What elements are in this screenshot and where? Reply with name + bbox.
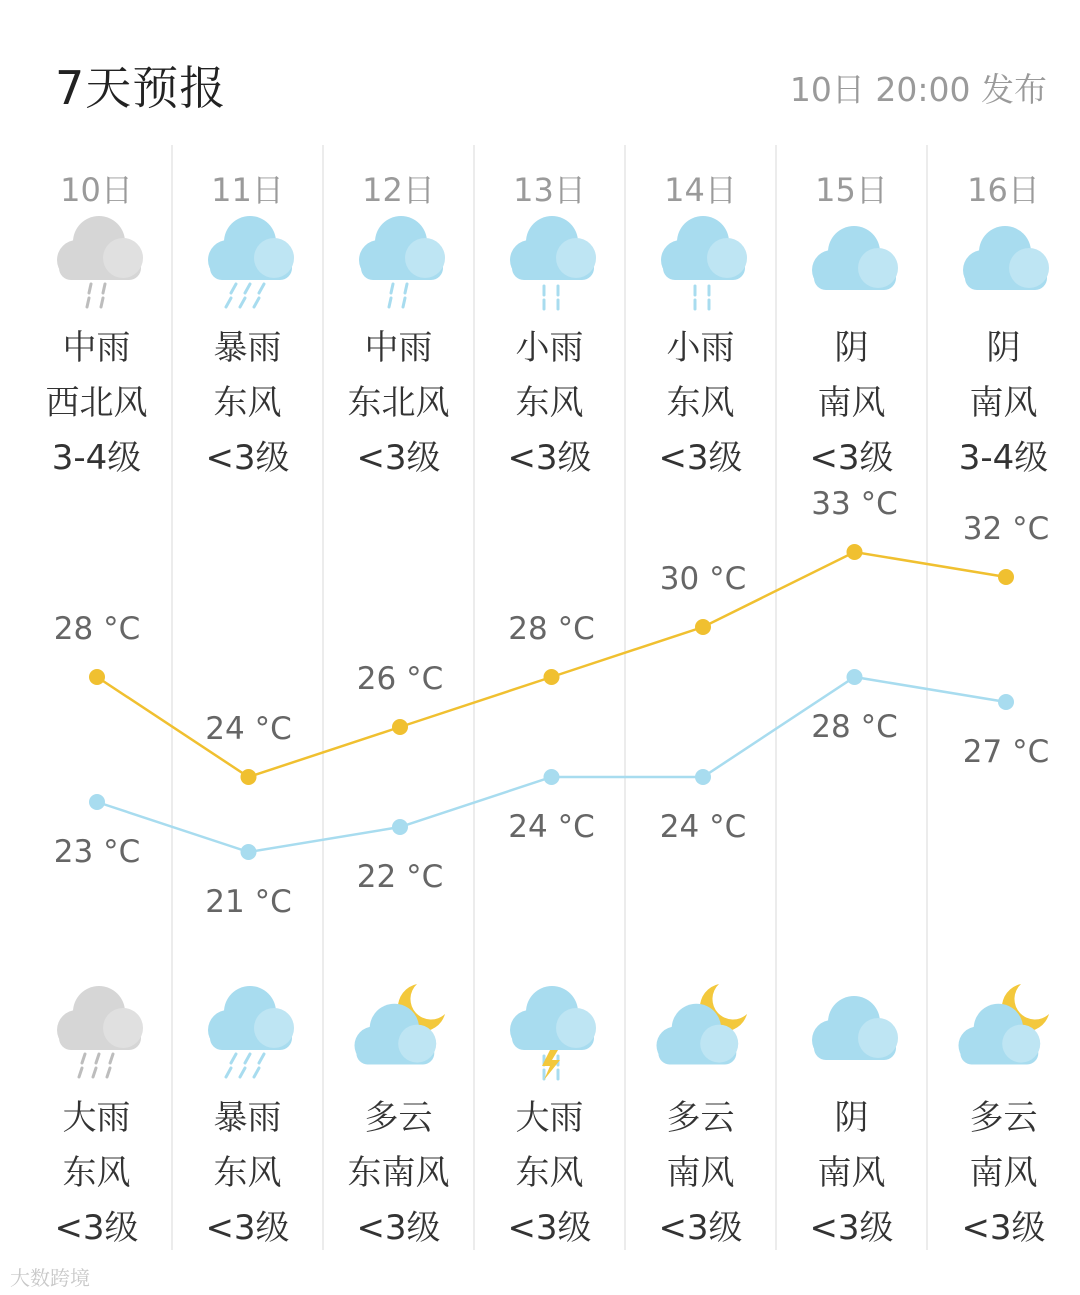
day-wind-level: <3级 <box>356 438 441 478</box>
forecast-grid <box>22 145 1080 1250</box>
day-date: 11日 <box>211 171 284 209</box>
night-wind-level: <3级 <box>809 1208 894 1248</box>
night-wind-direction: 东风 <box>213 1153 282 1193</box>
night-wind-level: <3级 <box>54 1208 139 1248</box>
day-condition: 小雨 <box>666 328 735 368</box>
day-column[interactable] <box>777 145 928 1250</box>
partly-cloudy-night-icon <box>953 980 1057 1084</box>
day-condition: 暴雨 <box>213 328 282 368</box>
storm-rain-icon <box>198 210 302 314</box>
day-condition: 中雨 <box>364 328 433 368</box>
day-wind-direction: 东北风 <box>347 383 450 423</box>
low-temp-label: 28 °C <box>811 709 898 745</box>
night-condition: 阴 <box>834 1098 869 1138</box>
partly-cloudy-night-icon <box>349 980 453 1084</box>
day-wind-level: 3-4级 <box>958 438 1049 478</box>
high-temp-label: 32 °C <box>962 511 1050 547</box>
day-column[interactable] <box>324 145 475 1250</box>
night-wind-level: <3级 <box>356 1208 441 1248</box>
overcast-icon <box>802 980 906 1084</box>
publish-time: 10日 20:00 发布 <box>789 70 1047 109</box>
partly-cloudy-night-icon <box>651 980 755 1084</box>
low-temp-label: 24 °C <box>659 809 747 845</box>
thunder-rain-icon <box>500 980 604 1084</box>
overcast-icon <box>953 210 1057 314</box>
night-condition: 多云 <box>666 1098 735 1138</box>
day-date: 12日 <box>362 171 435 209</box>
day-wind-direction: 东风 <box>213 383 282 423</box>
day-column[interactable] <box>475 145 626 1250</box>
high-temp-label: 28 °C <box>53 611 141 647</box>
day-condition: 阴 <box>986 328 1021 368</box>
day-wind-level: 3-4级 <box>51 438 142 478</box>
night-condition: 暴雨 <box>213 1098 282 1138</box>
day-condition: 中雨 <box>62 328 131 368</box>
day-condition: 阴 <box>834 328 869 368</box>
night-condition: 大雨 <box>62 1098 131 1138</box>
overcast-icon <box>802 210 906 314</box>
day-date: 16日 <box>967 171 1040 209</box>
night-wind-level: <3级 <box>205 1208 290 1248</box>
night-wind-direction: 东风 <box>515 1153 584 1193</box>
light-rain-icon <box>651 210 755 314</box>
high-temp-label: 33 °C <box>811 486 898 522</box>
low-temp-label: 27 °C <box>962 734 1050 770</box>
low-temp-label: 21 °C <box>205 884 292 920</box>
watermark: 大数跨境 <box>10 1266 90 1290</box>
forecast-header <box>0 0 1080 140</box>
page-title: 7天预报 <box>55 61 227 115</box>
high-temp-label: 30 °C <box>659 561 747 597</box>
night-wind-direction: 东风 <box>62 1153 131 1193</box>
low-temp-label: 22 °C <box>356 859 444 895</box>
day-wind-direction: 西北风 <box>45 383 148 423</box>
night-condition: 多云 <box>364 1098 433 1138</box>
high-temp-label: 28 °C <box>508 611 595 647</box>
high-temp-label: 24 °C <box>205 711 292 747</box>
night-wind-level: <3级 <box>658 1208 743 1248</box>
night-wind-level: <3级 <box>507 1208 592 1248</box>
day-wind-level: <3级 <box>809 438 894 478</box>
day-condition: 小雨 <box>515 328 584 368</box>
day-wind-direction: 东风 <box>666 383 735 423</box>
night-wind-direction: 东南风 <box>347 1153 450 1193</box>
high-temp-label: 26 °C <box>356 661 444 697</box>
day-date: 15日 <box>815 171 888 209</box>
day-wind-direction: 东风 <box>515 383 584 423</box>
day-column[interactable] <box>626 145 777 1250</box>
low-temp-label: 24 °C <box>508 809 595 845</box>
storm-rain-icon <box>198 980 302 1084</box>
night-wind-direction: 南风 <box>969 1153 1038 1193</box>
rain-gray-heavy-icon <box>47 980 151 1084</box>
day-wind-level: <3级 <box>205 438 290 478</box>
light-rain-icon <box>500 210 604 314</box>
day-date: 10日 <box>60 171 133 209</box>
day-date: 14日 <box>664 171 737 209</box>
rain-icon <box>349 210 453 314</box>
day-column[interactable] <box>928 145 1079 1250</box>
night-condition: 大雨 <box>515 1098 584 1138</box>
day-column[interactable] <box>22 145 173 1250</box>
night-condition: 多云 <box>969 1098 1038 1138</box>
day-date: 13日 <box>513 171 586 209</box>
day-wind-direction: 南风 <box>969 383 1038 423</box>
rain-gray-icon <box>47 210 151 314</box>
day-wind-level: <3级 <box>658 438 743 478</box>
night-wind-direction: 南风 <box>817 1153 886 1193</box>
low-temp-label: 23 °C <box>53 834 141 870</box>
day-wind-level: <3级 <box>507 438 592 478</box>
night-wind-level: <3级 <box>961 1208 1046 1248</box>
day-wind-direction: 南风 <box>817 383 886 423</box>
night-wind-direction: 南风 <box>666 1153 735 1193</box>
day-column[interactable] <box>173 145 324 1250</box>
